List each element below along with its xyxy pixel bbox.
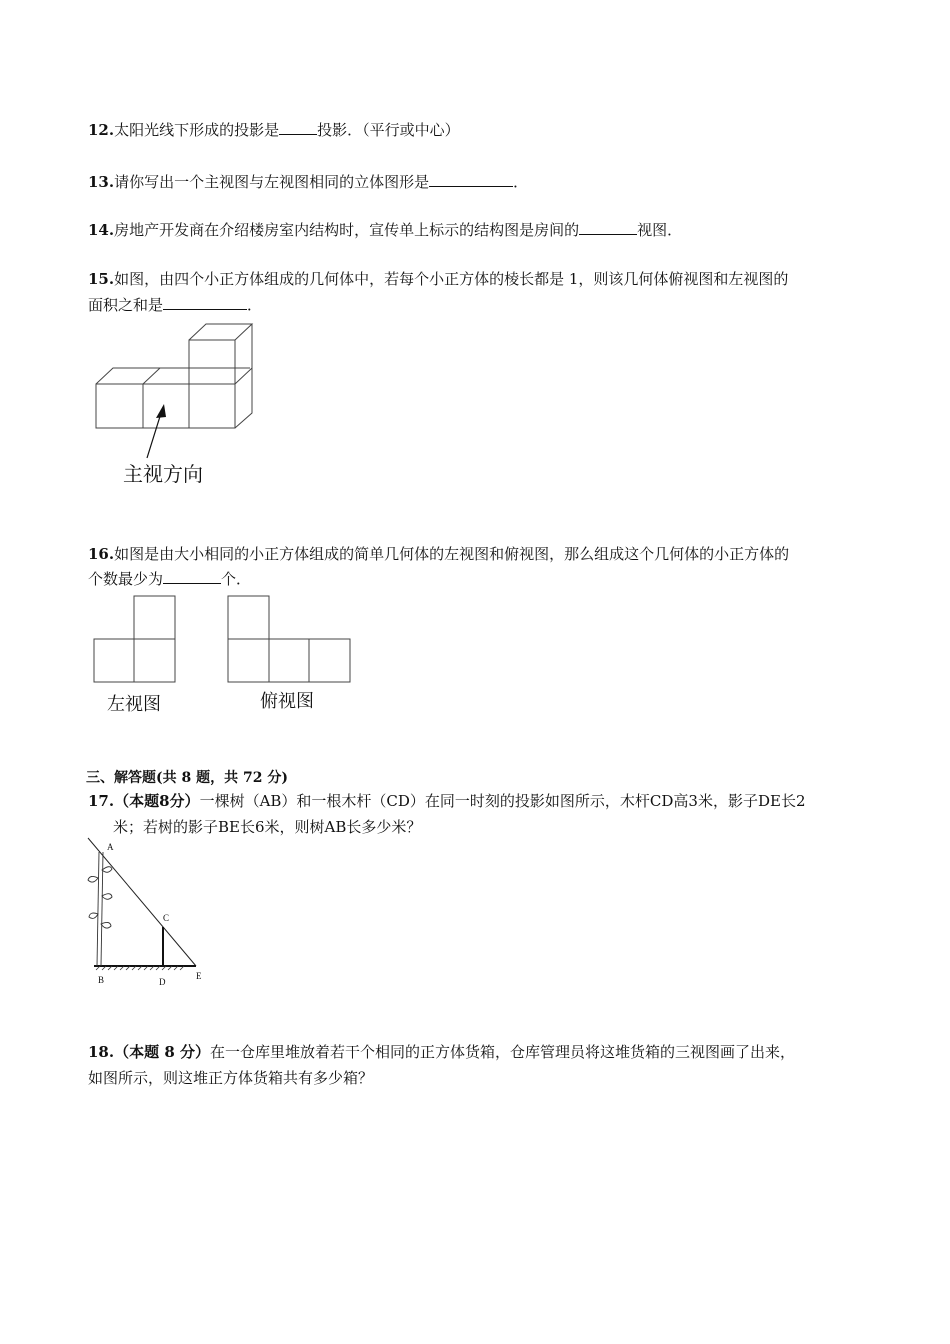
top-view-figure [226,595,356,685]
question-14 [88,219,682,241]
point-label-d: D [159,977,166,987]
points-tag: （本题8分） [114,792,200,810]
question-text: 如图是由大小相同的小正方体组成的简单几何体的左视图和俯视图，那么组成这个几何体的小正方体的 [114,545,790,563]
question-number: 16. [88,545,115,563]
question-text: 视图． [637,221,683,239]
question-text: 如图所示，则这堆正方体货箱共有多少箱？ [88,1069,374,1087]
answer-blank[interactable] [163,569,221,584]
question-text: ． [247,296,263,314]
question-text: 米；若树的影子BE长6米，则树AB长多少米？ [113,818,422,836]
question-text: ． [513,173,529,191]
left-view-figure [92,595,182,685]
question-16-line-1 [88,543,789,565]
section-heading: 三、解答题(共 8 题，共 72 分) [86,770,288,786]
question-number: 14. [88,221,115,239]
question-16-line-2 [88,568,251,590]
question-15-line-1 [88,268,788,290]
question-12 [88,119,460,141]
cube-stack-figure [90,318,270,448]
figure-caption-main-view: 主视方向 [123,462,203,486]
question-15-line-2 [88,294,262,316]
figure-caption-top-view: 俯视图 [260,691,314,712]
point-label-c: C [163,913,170,923]
question-text: 太阳光线下形成的投影是 [114,121,280,139]
question-13 [88,171,528,193]
answer-blank[interactable] [429,172,513,187]
question-number: 18. [88,1043,115,1061]
question-text: 如图，由四个小正方体组成的几何体中，若每个小正方体的棱长都是 1，则该几何体俯视图和左视图的 [114,270,789,288]
question-17-line-1 [88,790,806,812]
question-text: 请你写出一个主视图与左视图相同的立体图形是 [114,173,430,191]
answer-blank[interactable] [279,120,317,135]
point-label-b: B [98,975,105,985]
answer-blank[interactable] [163,295,247,310]
tree-drawing [88,852,112,966]
question-number: 17. [88,792,115,810]
points-tag: （本题 8 分） [114,1043,210,1061]
question-text: 面积之和是 [88,296,164,314]
question-number: 15. [88,270,115,288]
question-text: 投影．（平行或中心） [317,121,460,139]
question-text: 一棵树（AB）和一根木杆（CD）在同一时刻的投影如图所示，木杆CD高3米，影子DE长2 [199,792,806,810]
point-label-e: E [196,971,202,981]
question-text: 个． [221,570,252,588]
question-text: 个数最少为 [88,570,164,588]
tree-pole-shadow-figure [86,836,216,992]
point-label-a: A [107,842,114,852]
question-text: 在一仓库里堆放着若干个相同的正方体货箱，仓库管理员将这堆货箱的三视图画了出来， [210,1043,796,1061]
answer-blank[interactable] [579,220,637,235]
question-text: 房地产开发商在介绍楼房室内结构时，宣传单上标示的结构图是房间的 [114,221,580,239]
figure-caption-left-view: 左视图 [107,694,161,715]
question-18-line-1 [88,1041,795,1063]
question-17-line-2 [113,816,421,838]
question-number: 12. [88,121,115,139]
question-number: 13. [88,173,115,191]
question-18-line-2 [88,1067,373,1089]
